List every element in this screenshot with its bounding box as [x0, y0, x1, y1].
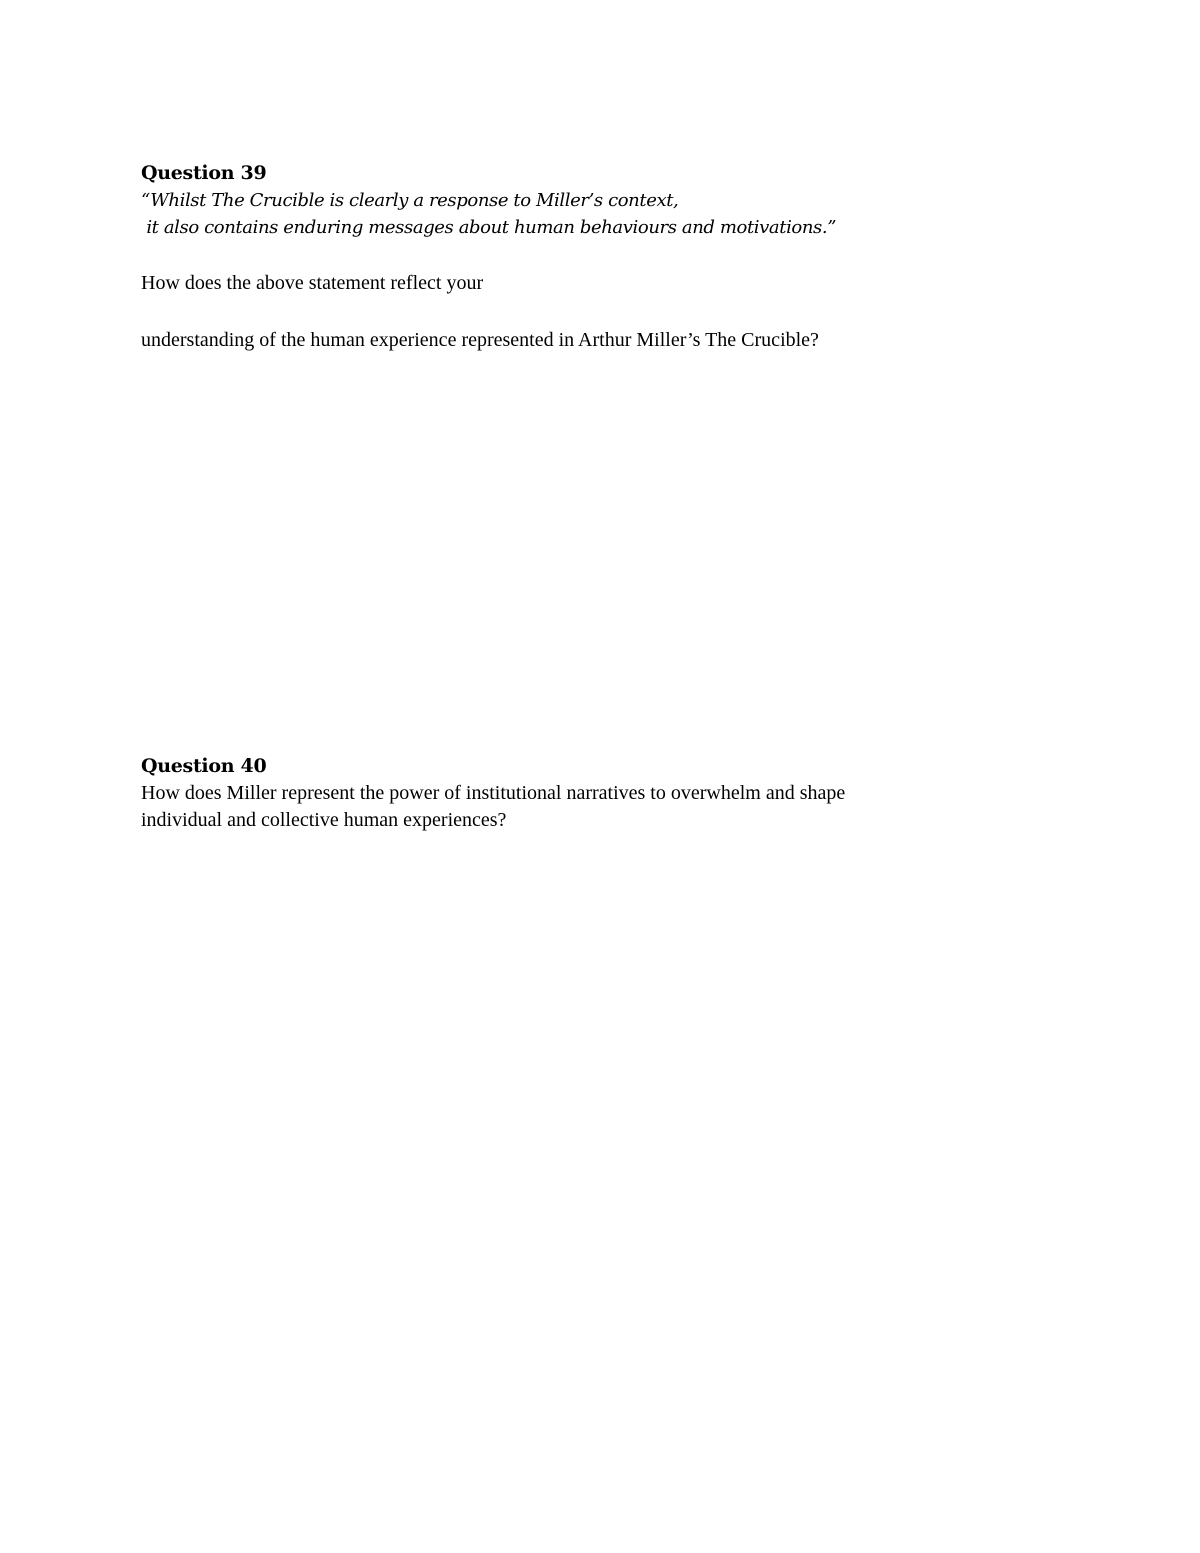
question-40-prompt-line-1: How does Miller represent the power of institutional narratives to overwhelm and shape — [141, 782, 846, 804]
question-39-prompt-line-2: understanding of the human experience represented in Arthur Miller’s The Crucible? — [141, 329, 819, 351]
question-39-heading: Question 39 — [141, 162, 267, 184]
question-39-prompt-2-block — [141, 327, 1061, 354]
question-39-quote-line-1: “Whilst The Crucible is clearly a response to Miller’s context, — [141, 190, 679, 211]
question-39-quote-line-2: it also contains enduring messages about human behaviours and motivations.” — [141, 217, 837, 238]
question-40-block — [141, 753, 1061, 834]
question-40-prompt-line-2: individual and collective human experiences? — [141, 809, 507, 831]
question-39-block — [141, 160, 1061, 241]
question-39-prompt-line-1: How does the above statement reflect your — [141, 272, 484, 294]
question-40-heading: Question 40 — [141, 755, 267, 777]
question-39-prompt-1-block — [141, 270, 1061, 297]
